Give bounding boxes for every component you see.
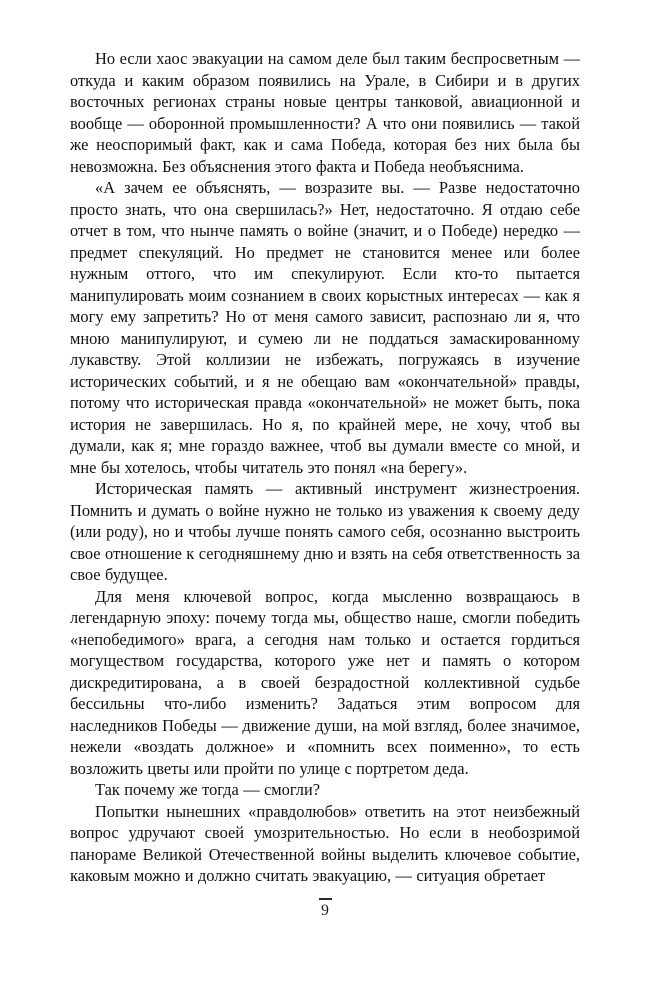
paragraph: Для меня ключевой вопрос, когда мысленно возвращаюсь в легендарную эпоху: почему тогда мы, общество наше, смогли победить «непобедимого» врага, а сегодня нам только и остается гордиться могуществом государства, которого уже нет и память о котором дискредитирована, а в своей безрадостной коллективной судьбе бессильны что-либо изменить? Задаться этим вопросом для наследников Победы — движение души, на мой взгляд, более значимое, нежели «воздать должное» и «помнить всех поименно», то есть возложить цветы или пройти по улице с портретом деда. (70, 586, 580, 778)
paragraph: Историческая память — активный инструмент жизнестроения. Помнить и думать о войне нужно не только из уважения к своему деду (или роду), но и чтобы лучше понять самого себя, осознанно выстроить свое отношение к сегодняшнему дню и взять на себя ответственность за свое будущее. (70, 479, 580, 584)
paragraph: Попытки нынешних «правдолюбов» ответить на этот неизбежный вопрос удручают своей умозрительностью. Но если в необозримой панораме Великой Отечественной войны выделить ключевое событие, каковым можно и должно считать эвакуацию, — ситуация обретает (70, 801, 580, 885)
paragraph: «А зачем ее объяснять, — возразите вы. — Разве недостаточно просто знать, что она свершилась?» Нет, недостаточно. Я отдаю себе отчет в том, что нынче память о войне (значит, и о Победе) нередко — предмет спекуляций. Но предмет не становится менее или более нужным оттого, что им спекулируют. Если кто-то пытается манипулировать моим сознанием в своих корыстных интересах — как я могу ему запретить? Но от меня самого зависит, распознаю ли я, что мною манипулируют, и сумею ли не поддаться замаскированному лукавству. Этой коллизии не избежать, погружаясь в изучение исторических событий, и я не обещаю вам «окончательной» правды, потому что историческая правда «окончательной» не может быть, пока история не завершилась. Но я, по крайней мере, не хочу, чтоб вы думали, как я; мне гораздо важнее, чтоб вы думали вместе со мной, и мне бы хотелось, чтобы читатель это понял «на берегу». (70, 178, 580, 477)
paragraph: Но если хаос эвакуации на самом деле был таким беспросветным — откуда и каким образом появились на Урале, в Сибири и в других восточных регионах страны новые центры танковой, авиационной и вообще — оборонной промышленности? А что они появились — такой же неоспоримый факт, как и сама Победа, которая без них была бы невозможна. Без объяснения этого факта и Победа необъяснима. (70, 49, 580, 176)
page-number: 9 (321, 902, 329, 919)
page-footer (0, 898, 650, 919)
paragraph: Так почему же тогда — смогли? (95, 780, 320, 799)
page-text-block (70, 48, 580, 887)
folio-rule-ornament (319, 898, 332, 900)
